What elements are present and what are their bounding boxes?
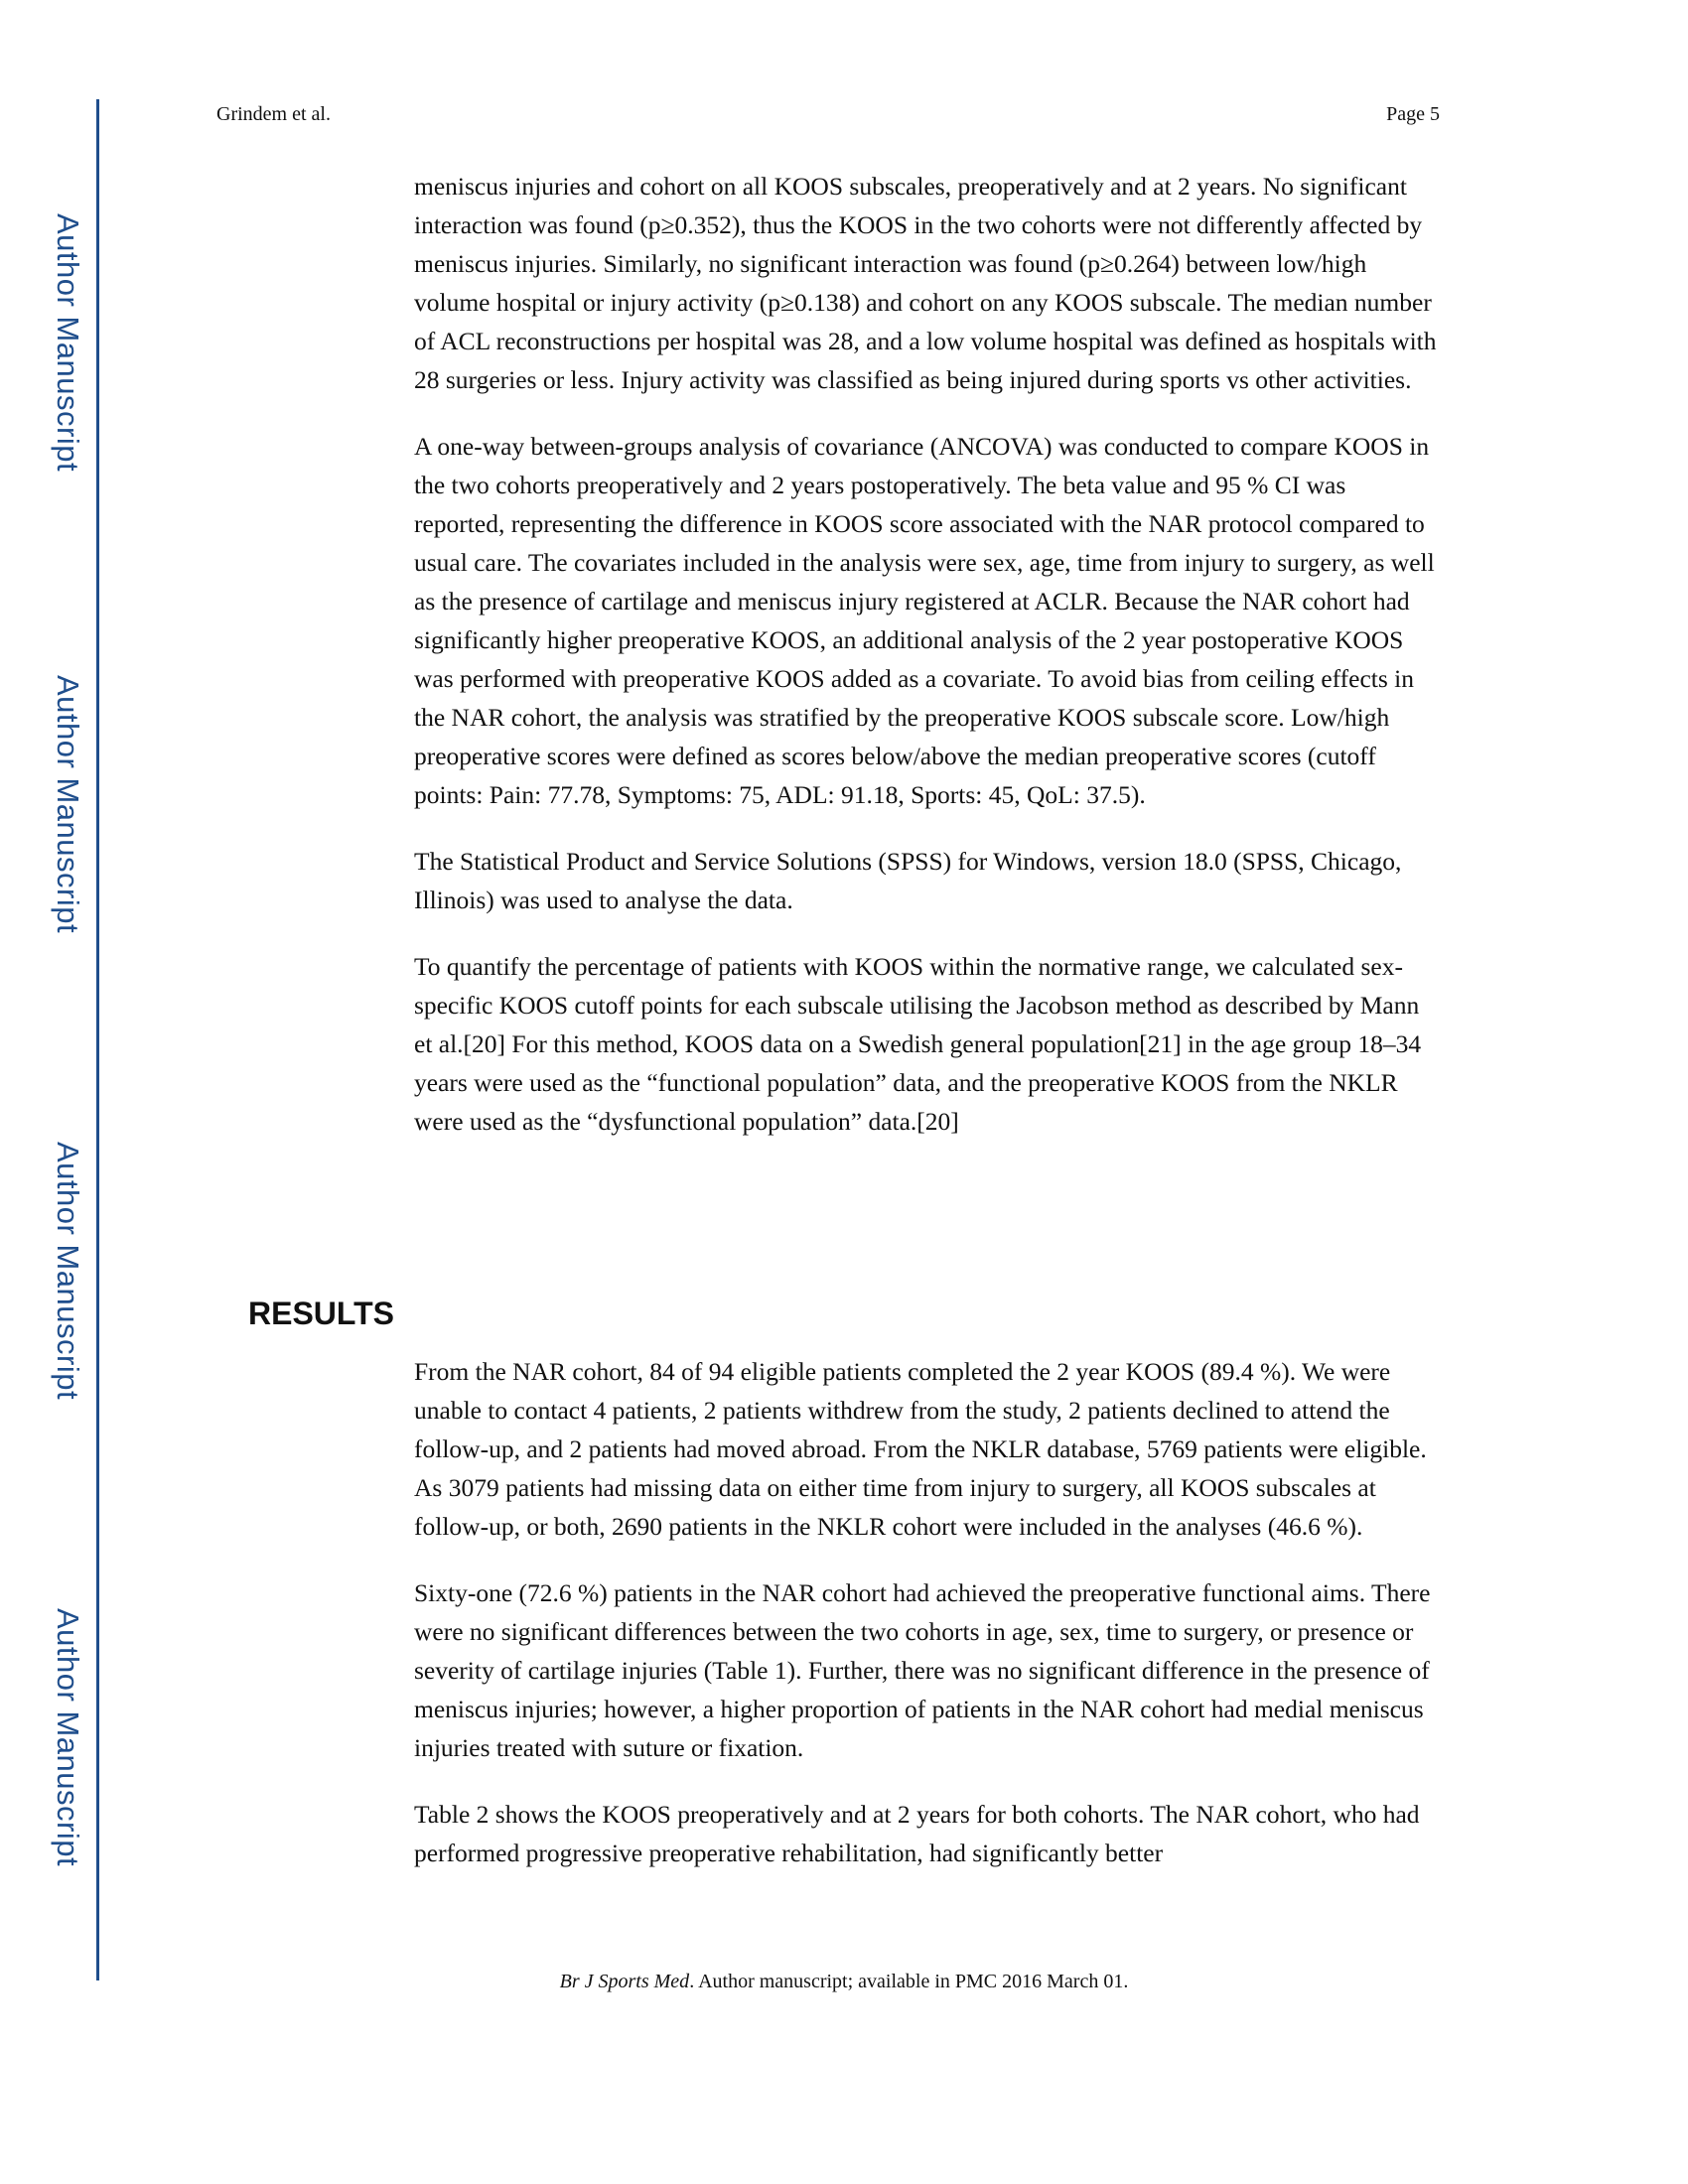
author-manuscript-watermark: Author Manuscript	[51, 212, 85, 473]
paragraph: From the NAR cohort, 84 of 94 eligible patients completed the 2 year KOOS (89.4 %). We were unable to contact 4 patients, 2 patients withdrew from the study, 2 patients declined to attend the follow-up, and 2 patients had moved abroad. From the NKLR database, 5769 patients were eligible. As 3079 patients had missing data on either time from injury to surgery, all KOOS subscales at follow-up, or both, 2690 patients in the NKLR cohort were included in the analyses (46.6 %).	[414, 1357, 1427, 1541]
running-header-authors: Grindem et al.	[216, 103, 331, 125]
paragraph: Table 2 shows the KOOS preoperatively and at 2 years for both cohorts. The NAR cohort, who had performed progressive preoperative rehabilitation, had significantly better	[414, 1800, 1420, 1867]
body-text-results	[414, 1352, 1442, 1900]
page-footer	[0, 1971, 1688, 1993]
paragraph: The Statistical Product and Service Solutions (SPSS) for Windows, version 18.0 (SPSS, Chicago, Illinois) was used to analyse the data.	[414, 847, 1402, 914]
author-manuscript-watermark: Author Manuscript	[51, 674, 85, 934]
results-heading: RESULTS	[248, 1296, 394, 1331]
body-text-methods	[414, 167, 1442, 1168]
paragraph: A one-way between-groups analysis of covariance (ANCOVA) was conducted to compare KOOS in the two cohorts preoperatively and 2 years postoperatively. The beta value and 95 % CI was reported, representing the difference in KOOS score associated with the NAR protocol compared to usual care. The covariates included in the analysis were sex, age, time from injury to surgery, as well as the presence of cartilage and meniscus injury registered at ACLR. Because the NAR cohort had significantly higher preoperative KOOS, an additional analysis of the 2 year postoperative KOOS was performed with preoperative KOOS added as a covariate. To avoid bias from ceiling effects in the NAR cohort, the analysis was stratified by the preoperative KOOS subscale score. Low/high preoperative scores were defined as scores below/above the median preoperative scores (cutoff points: Pain: 77.78, Symptoms: 75, ADL: 91.18, Sports: 45, QoL: 37.5).	[414, 432, 1435, 809]
paragraph: meniscus injuries and cohort on all KOOS subscales, preoperatively and at 2 years. No significant interaction was found (p≥0.352), thus the KOOS in the two cohorts were not differently affected by meniscus injuries. Similarly, no significant interaction was found (p≥0.264) between low/high volume hospital or injury activity (p≥0.138) and cohort on any KOOS subscale. The median number of ACL reconstructions per hospital was 28, and a low volume hospital was defined as hospitals with 28 surgeries or less. Injury activity was classified as being injured during sports vs other activities.	[414, 172, 1437, 394]
footer-availability: . Author manuscript; available in PMC 2016 March 01.	[689, 1971, 1129, 1992]
page-number: Page 5	[1386, 103, 1440, 125]
author-manuscript-watermark: Author Manuscript	[51, 1607, 85, 1867]
paragraph: To quantify the percentage of patients with KOOS within the normative range, we calculated sex-specific KOOS cutoff points for each subscale utilising the Jacobson method as described by Mann et al.[20] For this method, KOOS data on a Swedish general population[21] in the age group 18–34 years were used as the “functional population” data, and the preoperative KOOS from the NKLR were used as the “dysfunctional population” data.[20]	[414, 952, 1422, 1136]
author-manuscript-watermark: Author Manuscript	[51, 1141, 85, 1401]
paragraph: Sixty-one (72.6 %) patients in the NAR cohort had achieved the preoperative functional aims. There were no significant differences between the two cohorts in age, sex, time to surgery, or presence or severity of cartilage injuries (Table 1). Further, there was no significant difference in the presence of meniscus injuries; however, a higher proportion of patients in the NAR cohort had medial meniscus injuries treated with suture or fixation.	[414, 1578, 1431, 1762]
journal-name: Br J Sports Med	[559, 1971, 690, 1992]
sidebar-rule	[96, 99, 99, 1980]
